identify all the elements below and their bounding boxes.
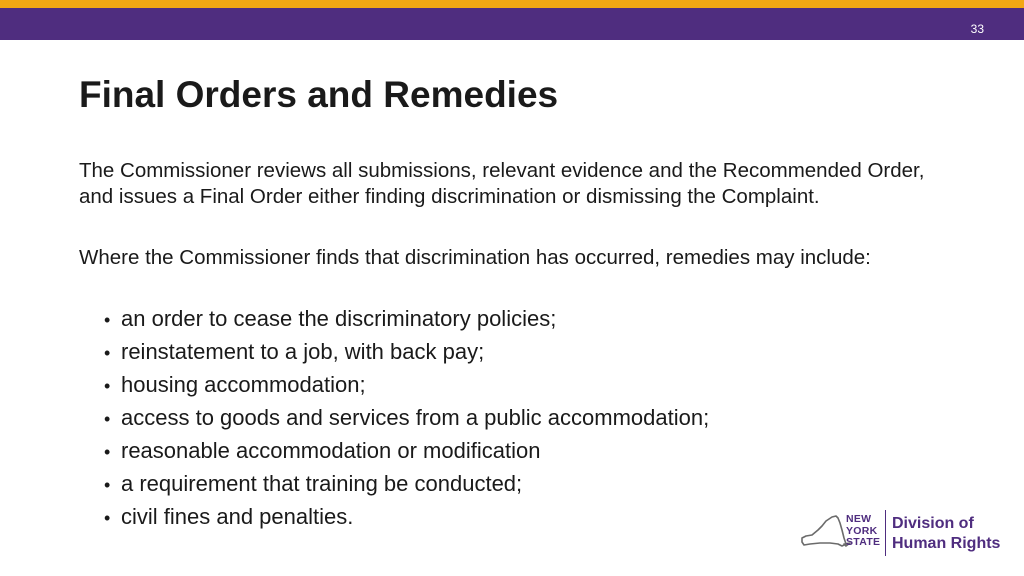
list-item: • an order to cease the discriminatory policies; xyxy=(104,303,709,336)
slide-title: Final Orders and Remedies xyxy=(79,74,559,115)
new-york-state-logo-text: NEW YORK STATE xyxy=(846,513,881,548)
header-accent-stripe xyxy=(0,0,1024,8)
list-item: • a requirement that training be conducted; xyxy=(104,468,709,501)
list-item: • reinstatement to a job, with back pay; xyxy=(104,336,709,369)
body-paragraph-2: Where the Commissioner finds that discrimination has occurred, remedies may include: xyxy=(79,246,871,269)
list-item: • reasonable accommodation or modification xyxy=(104,435,709,468)
list-item: • housing accommodation; xyxy=(104,369,709,402)
division-of-human-rights-logo-text: Division of Human Rights xyxy=(892,515,1001,552)
bullet-icon: • xyxy=(104,508,111,528)
logo-divider xyxy=(885,510,886,556)
bullet-icon: • xyxy=(104,343,111,363)
list-item: • civil fines and penalties. xyxy=(104,501,709,534)
bullet-icon: • xyxy=(104,475,111,495)
header-bar xyxy=(0,8,1024,40)
bullet-icon: • xyxy=(104,442,111,462)
body-paragraph-1: The Commissioner reviews all submissions, relevant evidence and the Recommended Order, and issues a Final Order either finding discrimination or dismissing the Complaint. xyxy=(79,159,925,208)
remedies-list xyxy=(104,303,709,534)
bullet-icon: • xyxy=(104,376,111,396)
page-number: 33 xyxy=(970,22,984,36)
list-item: • access to goods and services from a public accommodation; xyxy=(104,402,709,435)
bullet-icon: • xyxy=(104,310,111,330)
bullet-icon: • xyxy=(104,409,111,429)
